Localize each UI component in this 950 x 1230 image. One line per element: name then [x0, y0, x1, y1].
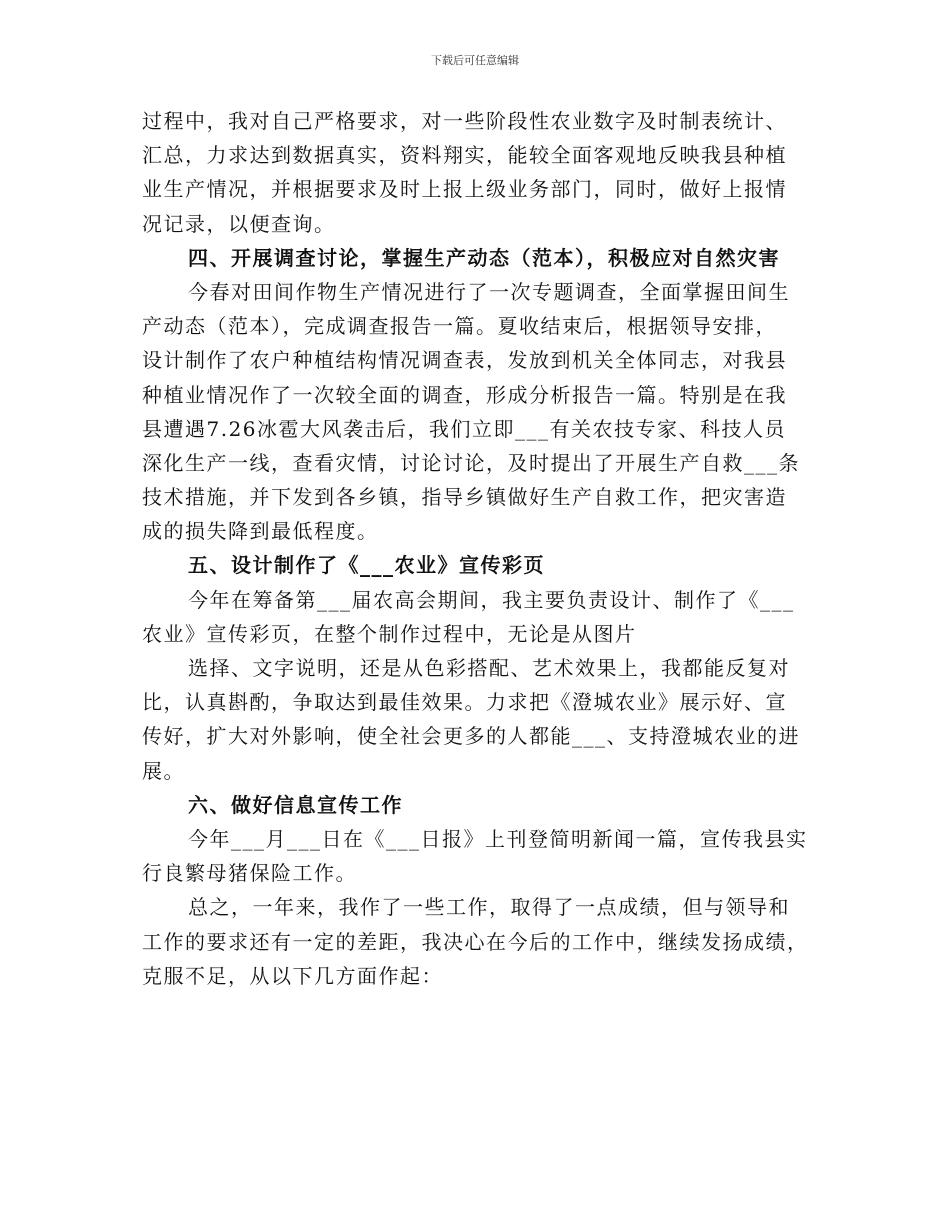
text-block: [142, 104, 810, 993]
text-line: 业生产情况，并根据要求及时上报上级业务部门，同时，做好上报情: [142, 177, 787, 202]
section-heading-6: 六、做好信息宣传工作: [188, 792, 403, 817]
text-line: 传好，扩大对外影响，使全社会更多的人都能___、支持澄城农业的进: [142, 724, 800, 749]
text-line: 总之，一年来，我作了一些工作，取得了一点成绩，但与领导和: [188, 895, 790, 920]
text-line: 过程中，我对自己严格要求，对一些阶段性农业数字及时制表统计、: [142, 109, 787, 133]
text-line: 技术措施，并下发到各乡镇，指导乡镇做好生产自救工作，把灾害造: [142, 485, 787, 510]
text-line: 况记录，以便查询。: [142, 211, 336, 236]
page-header: 下载后可任意编辑: [431, 54, 519, 67]
text-line: 展。: [142, 758, 185, 783]
text-line: 行良繁母猪保险工作。: [142, 861, 357, 886]
text-line: 成的损失降到最低程度。: [142, 519, 379, 544]
text-line: 产动态（范本），完成调查报告一篇。夏收结束后，根据领导安排，: [142, 314, 777, 339]
text-line: 设计制作了农户种植结构情况调查表，发放到机关全体同志，对我县: [142, 348, 787, 373]
section-heading-5: 五、设计制作了《___农业》宣传彩页: [188, 553, 545, 578]
text-line: 比，认真斟酌，争取达到最佳效果。力求把《澄城农业》展示好、宣: [142, 690, 787, 715]
text-line: 今年___月___日在《___日报》上刊登简明新闻一篇，宣传我县实: [188, 826, 808, 851]
text-line: 选择、文字说明，还是从色彩搭配、艺术效果上，我都能反复对: [188, 656, 790, 680]
text-line: 克服不足，从以下几方面作起：: [142, 963, 443, 988]
section-heading-4: 四、开展调查讨论，掌握生产动态（范本），积极应对自然灾害: [188, 245, 780, 270]
text-line: 县遭遇7.26冰雹大风袭击后，我们立即___有关农技专家、科技人员: [142, 416, 787, 441]
text-line: 深化生产一线，查看灾情，讨论讨论，及时提出了开展生产自救___条: [142, 450, 800, 475]
text-line: 今年在筹备第___届农高会期间，我主要负责设计、制作了《___: [188, 587, 795, 612]
text-line: 种植业情况作了一次较全面的调查，形成分析报告一篇。特别是在我: [142, 382, 787, 407]
text-line: 今春对田间作物生产情况进行了一次专题调查，全面掌握田间生: [188, 279, 790, 304]
document-body: [142, 104, 810, 993]
text-line: 工作的要求还有一定的差距，我决心在今后的工作中，继续发扬成绩，: [142, 929, 809, 954]
text-line: 汇总，力求达到数据真实，资料翔实，能较全面客观地反映我县种植: [142, 143, 787, 168]
text-line: 农业》宣传彩页，在整个制作过程中，无论是从图片: [142, 621, 637, 646]
